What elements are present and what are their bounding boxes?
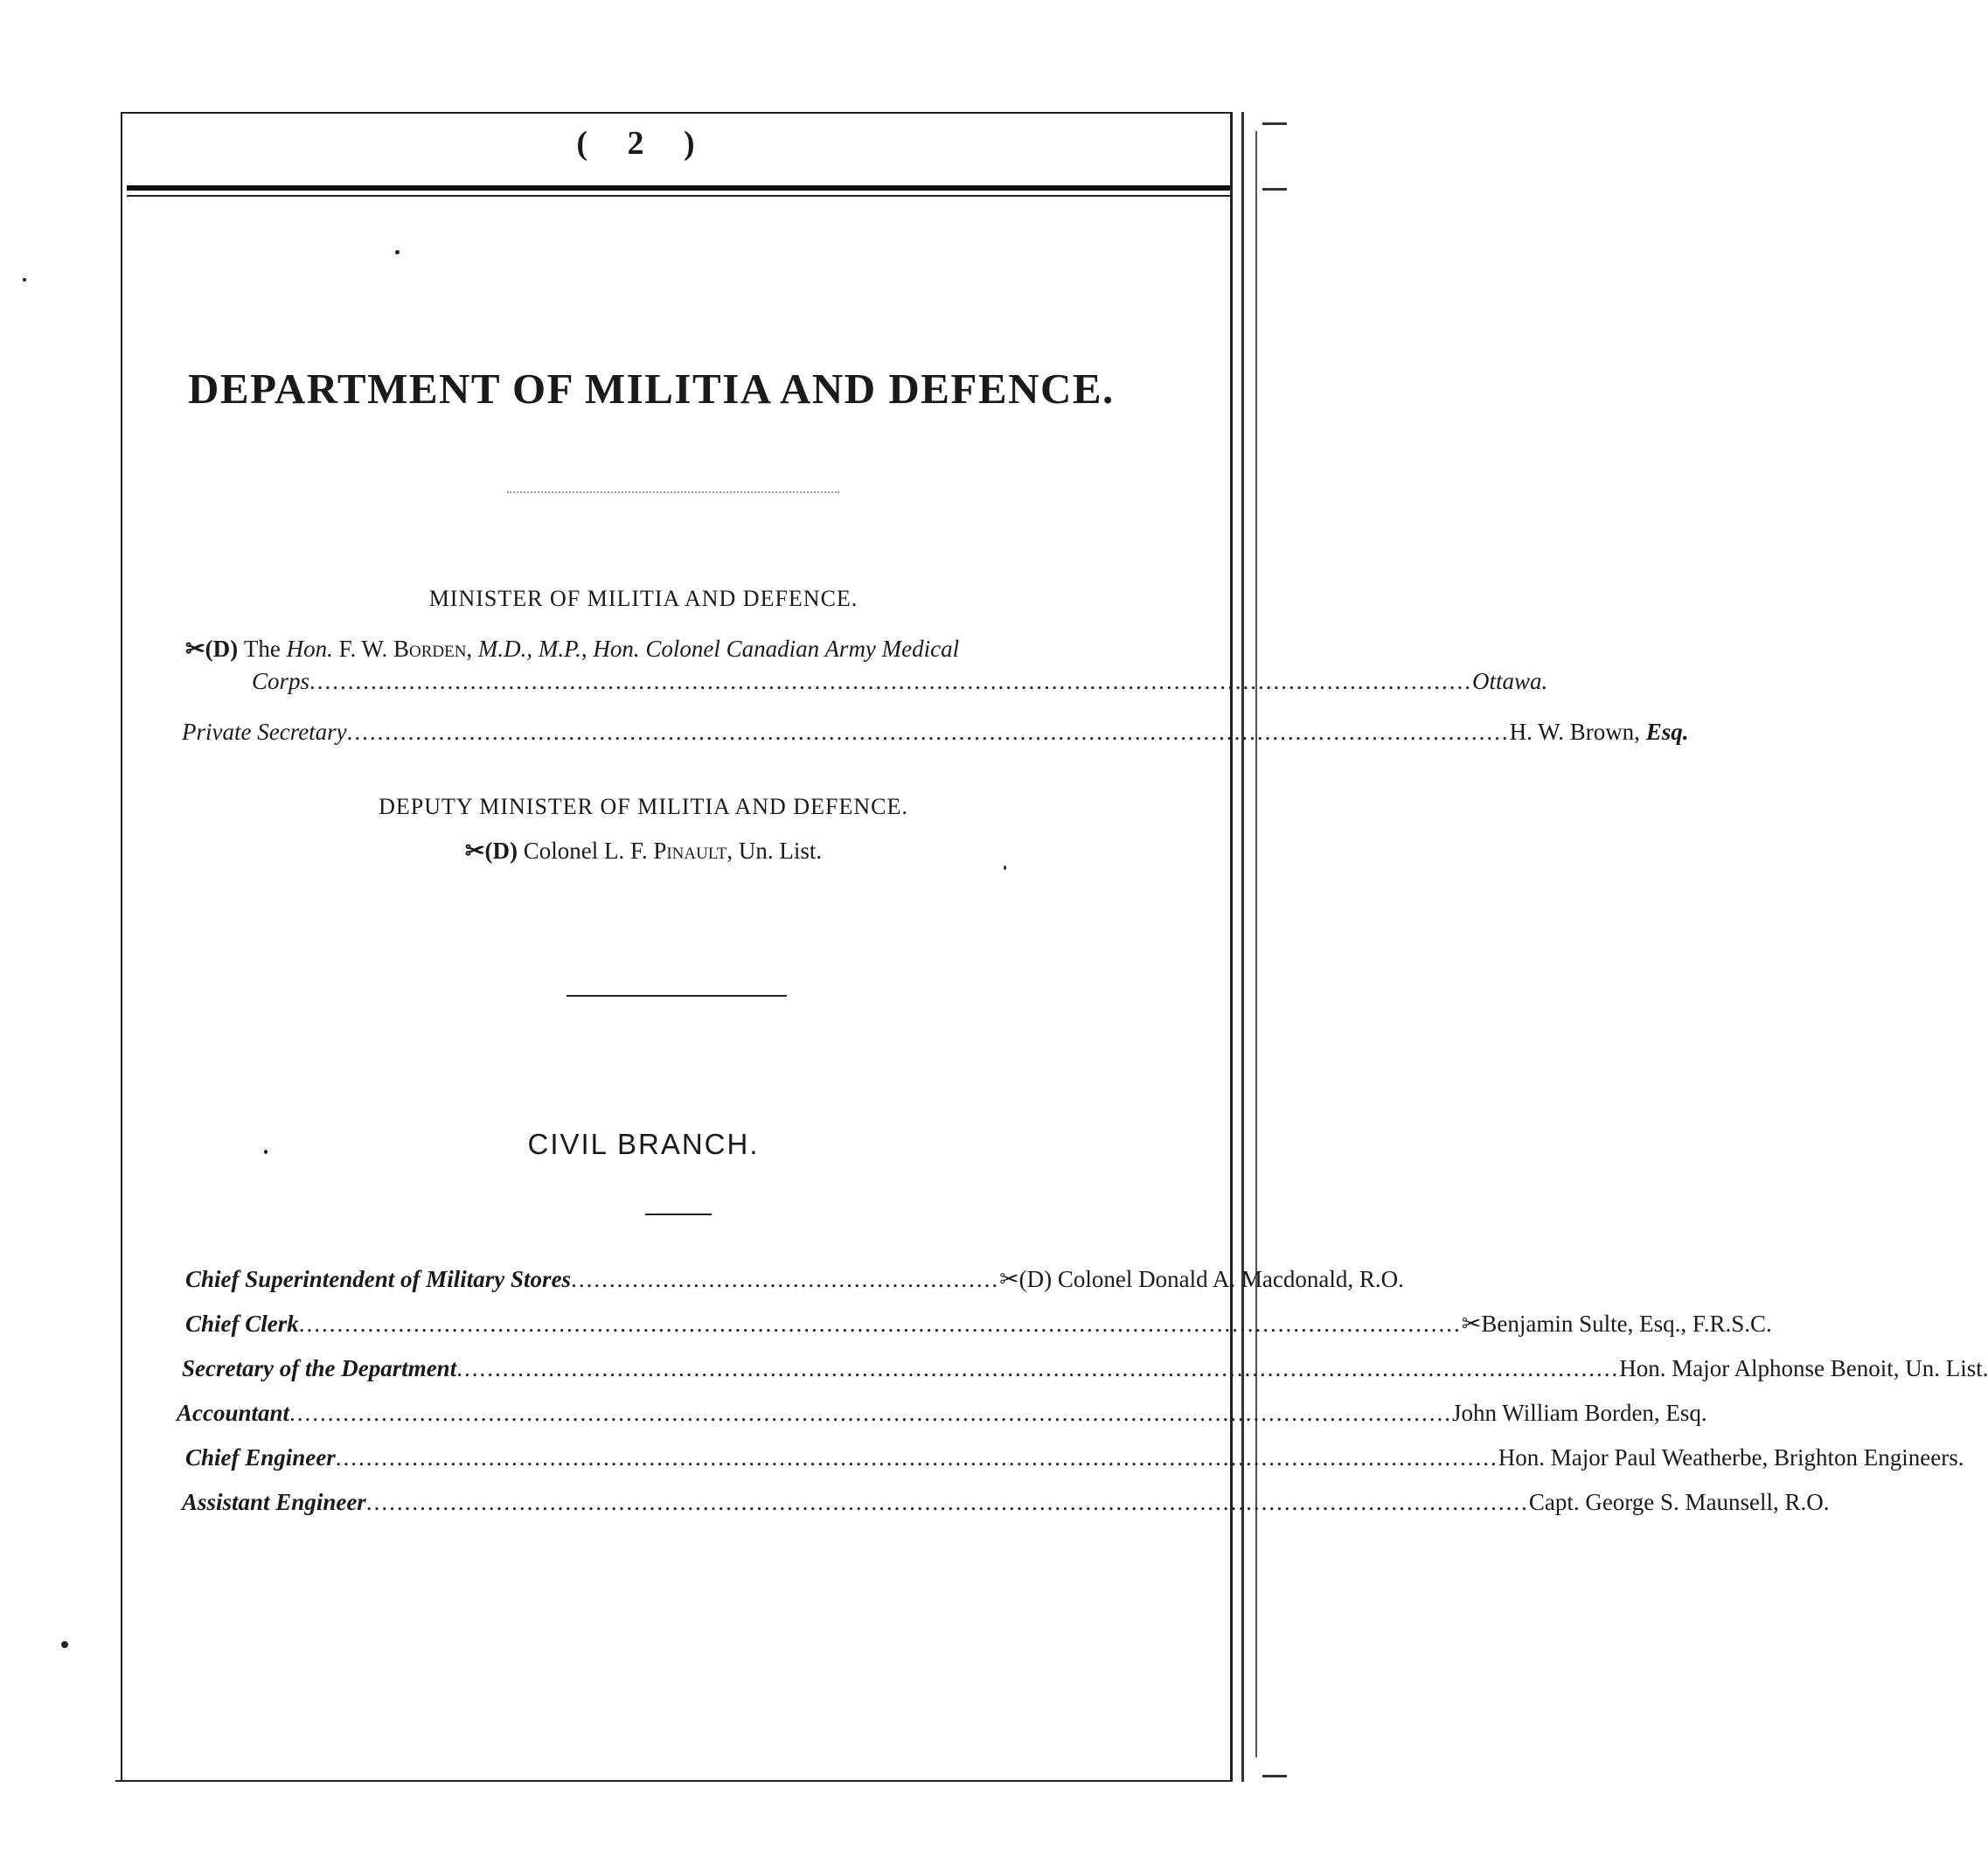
- civil-branch-heading: CIVIL BRANCH.: [527, 1128, 760, 1160]
- scan-speck: [61, 1641, 68, 1648]
- page-title: DEPARTMENT OF MILITIA AND DEFENCE.: [188, 365, 1115, 413]
- frame-bottom-rule: [115, 1780, 1233, 1782]
- civil-entry-label: Chief Superintendent of Military Stores: [185, 1266, 572, 1292]
- deputy-prefix: Colonel L. F.: [523, 838, 648, 864]
- civil-entry: [185, 1444, 1964, 1471]
- civil-entry-label: Chief Clerk: [185, 1311, 299, 1337]
- scissors-icon: ✂(D): [464, 838, 518, 864]
- civil-entry-value: ✂(D) Colonel Donald A. Macdonald, R.O.: [999, 1266, 1404, 1292]
- deputy-suffix: Un. List.: [738, 838, 823, 864]
- private-secretary-suffix: Esq.: [1645, 719, 1689, 745]
- civil-entry-value: Hon. Major Alphonse Benoit, Un. List.: [1619, 1355, 1988, 1381]
- minister-line-1: [185, 636, 959, 663]
- minister-name: F. W. Borden,: [338, 636, 473, 662]
- deputy-heading: DEPUTY MINISTER OF MILITIA AND DEFENCE.: [379, 794, 908, 819]
- minister-hon: Hon.: [286, 636, 333, 662]
- civil-entry: [177, 1400, 1707, 1427]
- leader-dots: ........................................................................................................................................................: [298, 1311, 1462, 1337]
- minister-degrees: M.D., M.P.,: [477, 636, 587, 662]
- scan-speck: [264, 1150, 268, 1154]
- section-divider: [567, 995, 787, 997]
- leader-dots: ........................................................................................................................................................: [346, 719, 1510, 745]
- deputy-line: [0, 838, 1287, 865]
- private-secretary-label: Private Secretary: [182, 719, 347, 745]
- leader-dots: ........................................................................................................................................................: [309, 668, 1473, 694]
- leader-dots: ........................................................................................................................................................: [335, 1444, 1498, 1471]
- minister-place: Ottawa.: [1472, 668, 1548, 694]
- civil-entry-label: Assistant Engineer: [182, 1489, 366, 1515]
- scan-speck: [395, 250, 400, 254]
- civil-entry: [182, 1355, 1988, 1382]
- minister-corps: Corps: [252, 668, 310, 694]
- civil-entry-value: Capt. George S. Maunsell, R.O.: [1528, 1489, 1830, 1515]
- edge-tick: [1262, 188, 1287, 191]
- scan-speck: [1004, 866, 1006, 870]
- page-number: ( 2 ): [576, 125, 711, 162]
- leader-dots: ........................................................................................................................................................: [456, 1355, 1620, 1381]
- leader-dots: ........................................................: [571, 1266, 1000, 1292]
- civil-entry-label: Accountant: [177, 1400, 290, 1426]
- edge-tick: [1262, 1775, 1287, 1777]
- minister-rank: Hon. Colonel Canadian Army Medical: [593, 636, 960, 662]
- scissors-icon: ✂(D): [185, 636, 239, 662]
- private-secretary-name: H. W. Brown,: [1509, 719, 1640, 745]
- civil-entry-value: Hon. Major Paul Weatherbe, Brighton Engineers.: [1498, 1444, 1964, 1471]
- civil-entry: [185, 1266, 1404, 1293]
- civil-divider: [645, 1214, 712, 1215]
- ornament-divider: [507, 491, 839, 504]
- minister-heading: MINISTER OF MILITIA AND DEFENCE.: [428, 586, 858, 611]
- frame-left-rule: [121, 112, 122, 1782]
- minister-the: The: [243, 636, 281, 662]
- civil-entry: [185, 1311, 1772, 1338]
- frame-top-rule: [121, 112, 1233, 114]
- civil-entry: [182, 1489, 1830, 1516]
- minister-line-2: [252, 668, 1548, 695]
- civil-entry-value: John William Borden, Esq.: [1452, 1400, 1707, 1426]
- scan-speck: [23, 278, 26, 282]
- adjacent-page-edge: [1241, 112, 1244, 1782]
- deputy-surname: Pinault,: [653, 838, 733, 864]
- civil-entry-label: Chief Engineer: [185, 1444, 336, 1471]
- header-thick-rule: [127, 185, 1230, 191]
- private-secretary-line: [182, 719, 1689, 746]
- frame-right-rule: [1230, 112, 1233, 1782]
- civil-entry-label: Secretary of the Department: [182, 1355, 457, 1381]
- leader-dots: ........................................................................................................................................................: [289, 1400, 1453, 1426]
- header-thin-rule: [127, 195, 1230, 197]
- leader-dots: ........................................................................................................................................................: [365, 1489, 1529, 1515]
- civil-entry-value: ✂Benjamin Sulte, Esq., F.R.S.C.: [1461, 1311, 1772, 1337]
